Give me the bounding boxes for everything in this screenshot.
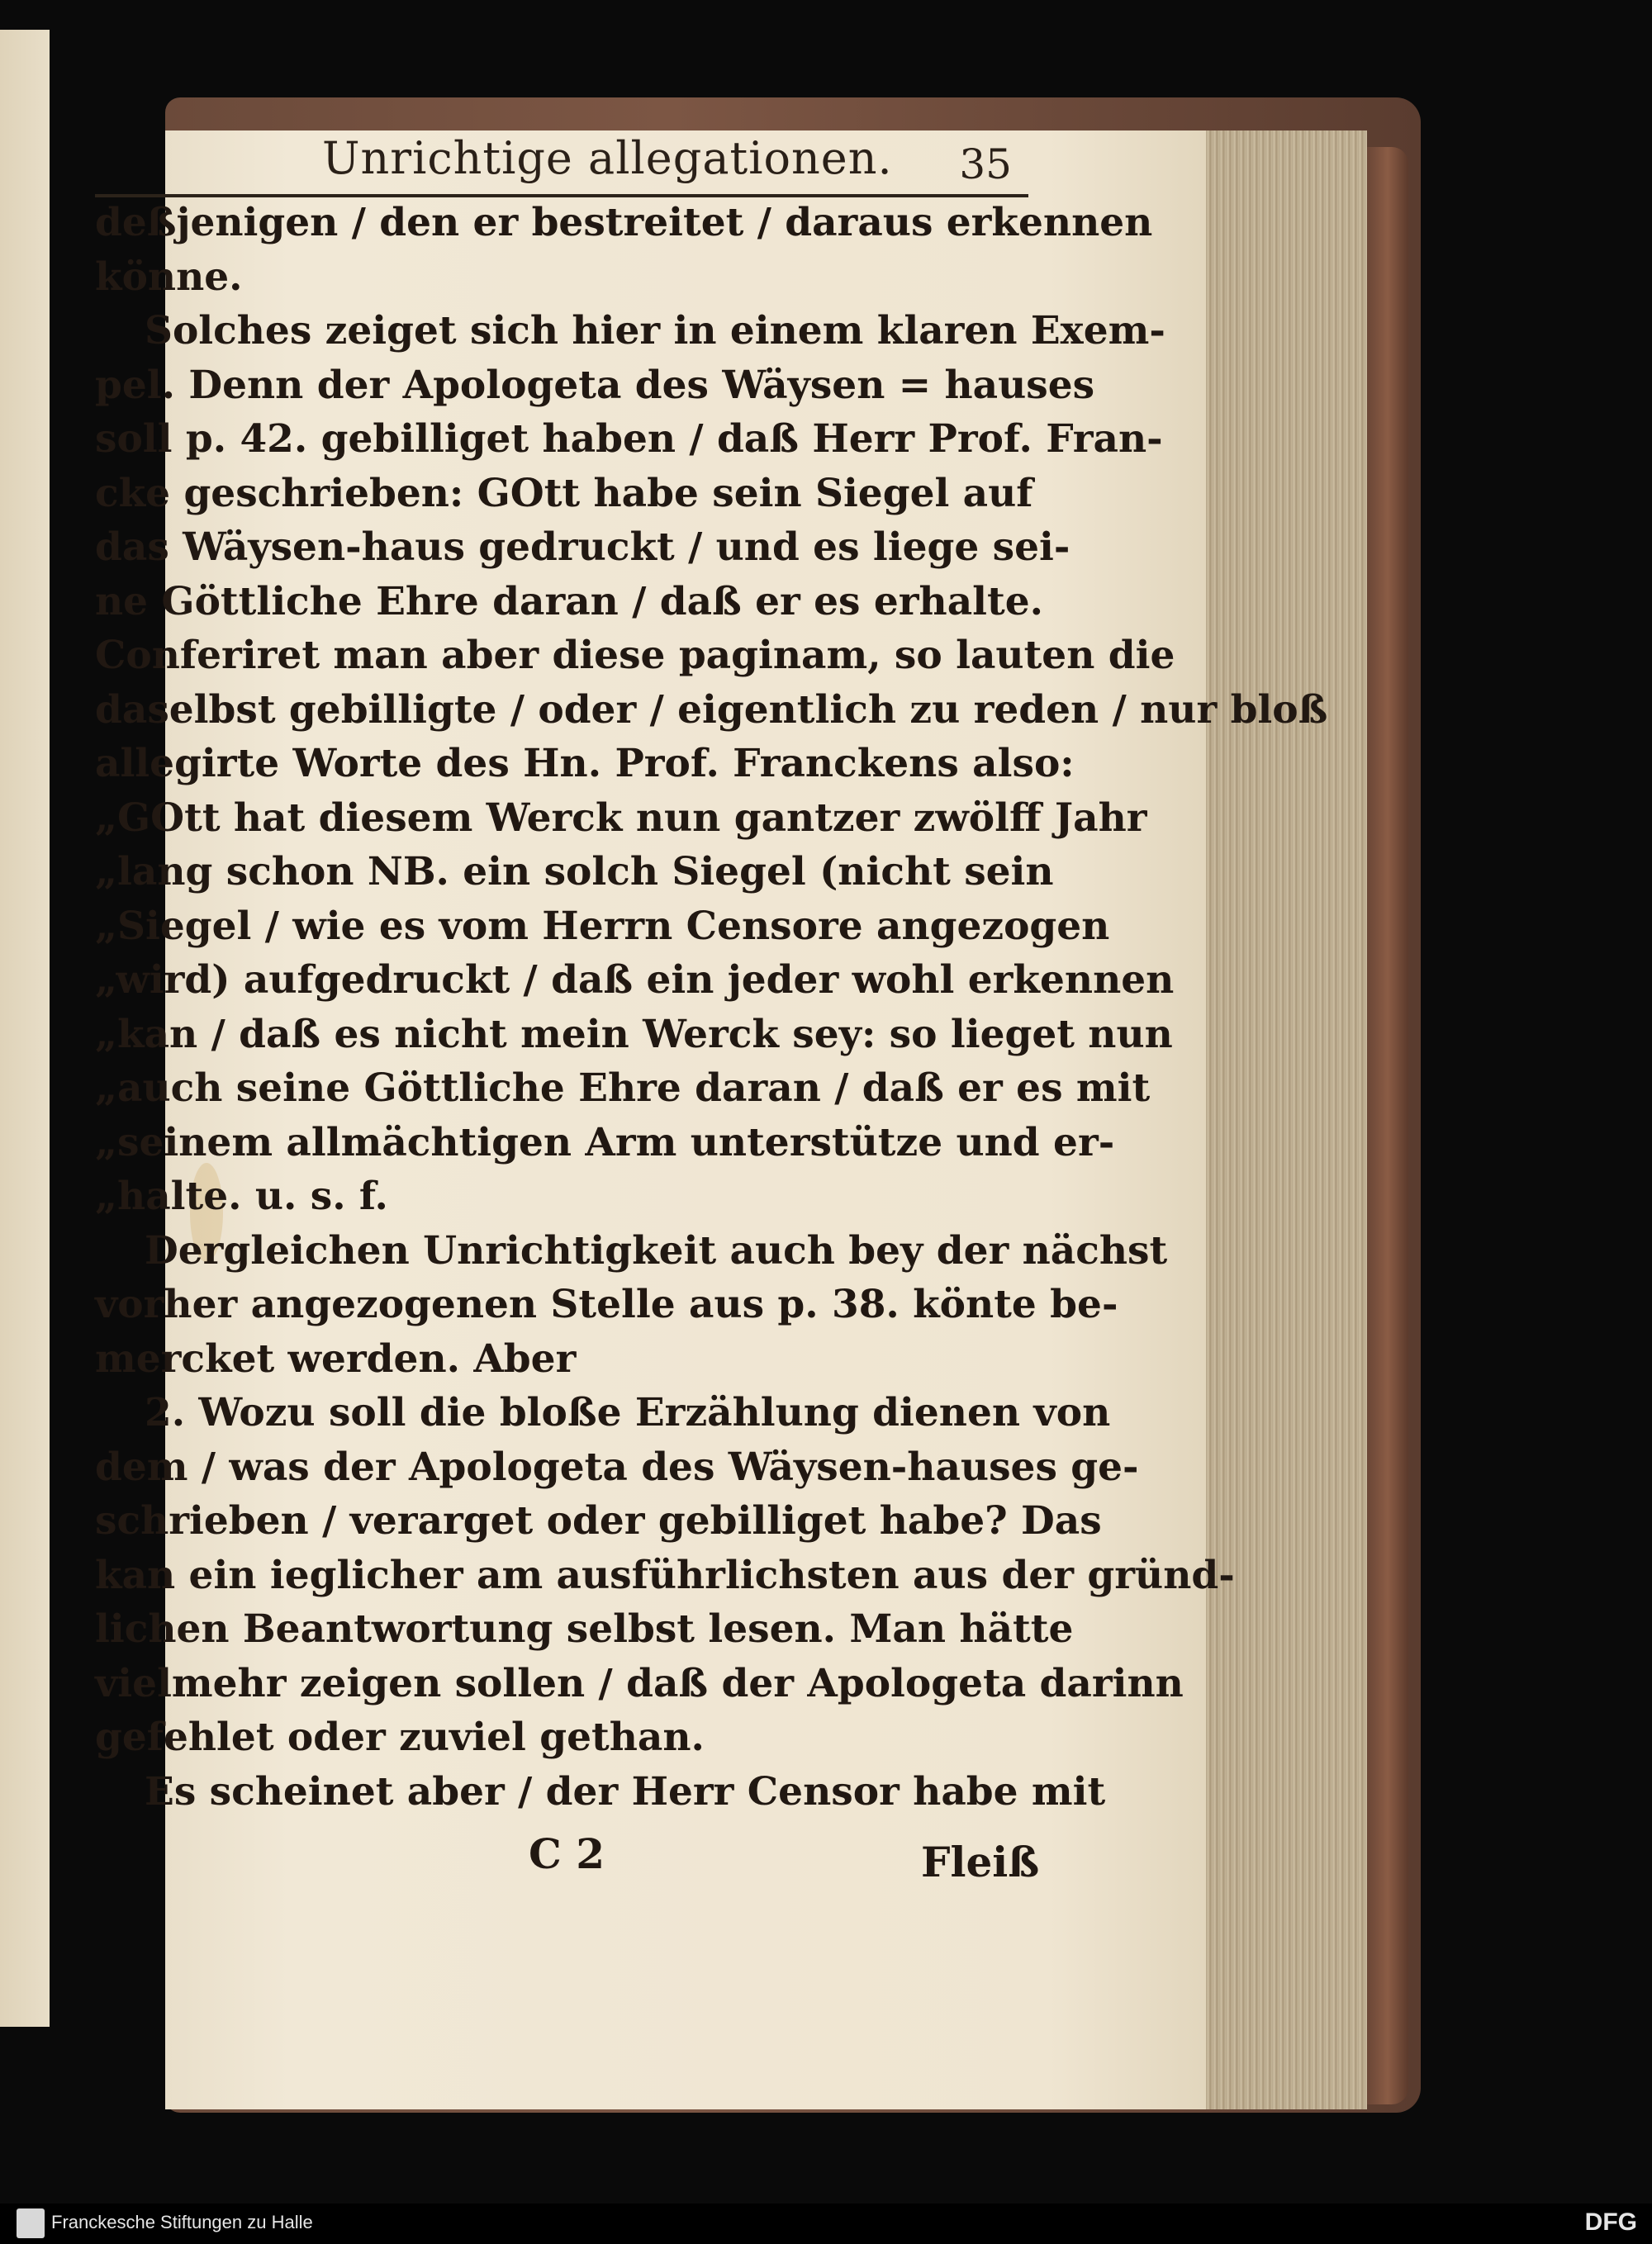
text-line: 2. Wozu soll die bloße Erzählung dienen von: [145, 1390, 1111, 1435]
text-line: vorher angezogenen Stelle aus p. 38. könte be-: [95, 1282, 1118, 1327]
institution-name: Franckesche Stiftungen zu Halle: [51, 2212, 313, 2232]
text-line: „seinem allmächtigen Arm unterstütze und er-: [95, 1119, 1115, 1165]
institution-logo-icon: [17, 2208, 45, 2238]
body-text: [95, 198, 1328, 1834]
page-footer: [95, 1829, 1045, 1895]
facing-page-edge: [0, 30, 50, 2027]
page-number: 35: [959, 140, 1012, 188]
text-line: „GOtt hat diesem Werck nun gantzer zwölff Jahr: [95, 795, 1147, 841]
text-line: daselbst gebilligte / oder / eigentlich zu reden / nur bloß: [95, 686, 1328, 733]
text-line: schrieben / verarget oder gebilliget habe? Das: [95, 1498, 1102, 1544]
text-line: das Wäysen-haus gedruckt / und es liege sei-: [95, 524, 1070, 570]
text-line: „wird) aufgedruckt / daß ein jeder wohl erkennen: [95, 957, 1175, 1003]
page-header: [95, 116, 1045, 206]
text-line: Dergleichen Unrichtigkeit auch bey der nächst: [145, 1227, 1168, 1274]
text-line: mercket werden. Aber: [95, 1335, 577, 1382]
text-line: vielmehr zeigen sollen / daß der Apologeta darinn: [95, 1660, 1184, 1706]
text-line: Solches zeiget sich hier in einem klaren Exem-: [145, 308, 1165, 353]
text-line: „lang schon NB. ein solch Siegel (nicht sein: [95, 849, 1054, 894]
text-line: „halte. u. s. f.: [95, 1174, 388, 1219]
text-line: soll p. 42. gebilliget haben / daß Herr Prof. Fran-: [95, 416, 1163, 462]
text-line: kan ein ieglicher am ausführlichsten aus der gründ-: [95, 1552, 1235, 1598]
text-line: lichen Beantwortung selbst lesen. Man hätte: [95, 1606, 1074, 1652]
text-line: „kan / daß es nicht mein Werck sey: so lieget nun: [95, 1011, 1173, 1057]
text-line: ne Göttliche Ehre daran / daß er es erhalte.: [95, 578, 1043, 624]
catchword: Fleiß: [921, 1838, 1040, 1886]
text-line: deßjenigen / den er bestreitet / daraus erkennen: [95, 200, 1153, 245]
text-line: Es scheinet aber / der Herr Censor habe mit: [145, 1768, 1106, 1815]
text-line: „auch seine Göttliche Ehre daran / daß er es mit: [95, 1065, 1151, 1111]
text-line: „Siegel / wie es vom Herrn Censore angezogen: [95, 903, 1110, 949]
text-line: pel. Denn der Apologeta des Wäysen = hauses: [95, 362, 1095, 408]
page-block-edge: [1206, 130, 1367, 2109]
dfg-logo: DFG: [1584, 2208, 1637, 2236]
text-line: cke geschrieben: GOtt habe sein Siegel auf: [95, 470, 1033, 516]
bottom-bar: [0, 2204, 1652, 2244]
book-spine-edge: [1367, 147, 1408, 2104]
text-line: dem / was der Apologeta des Wäysen-hauses ge-: [95, 1444, 1139, 1490]
text-line: gefehlet oder zuviel gethan.: [95, 1715, 705, 1760]
text-line: Conferiret man aber diese paginam, so lauten die: [95, 633, 1175, 678]
header-rule: [95, 194, 1028, 197]
text-line: könne.: [95, 254, 243, 300]
text-line: allegirte Worte des Hn. Prof. Franckens also:: [95, 741, 1075, 786]
running-title: Unrichtige allegationen.: [322, 132, 893, 184]
signature-mark: C 2: [529, 1829, 605, 1878]
